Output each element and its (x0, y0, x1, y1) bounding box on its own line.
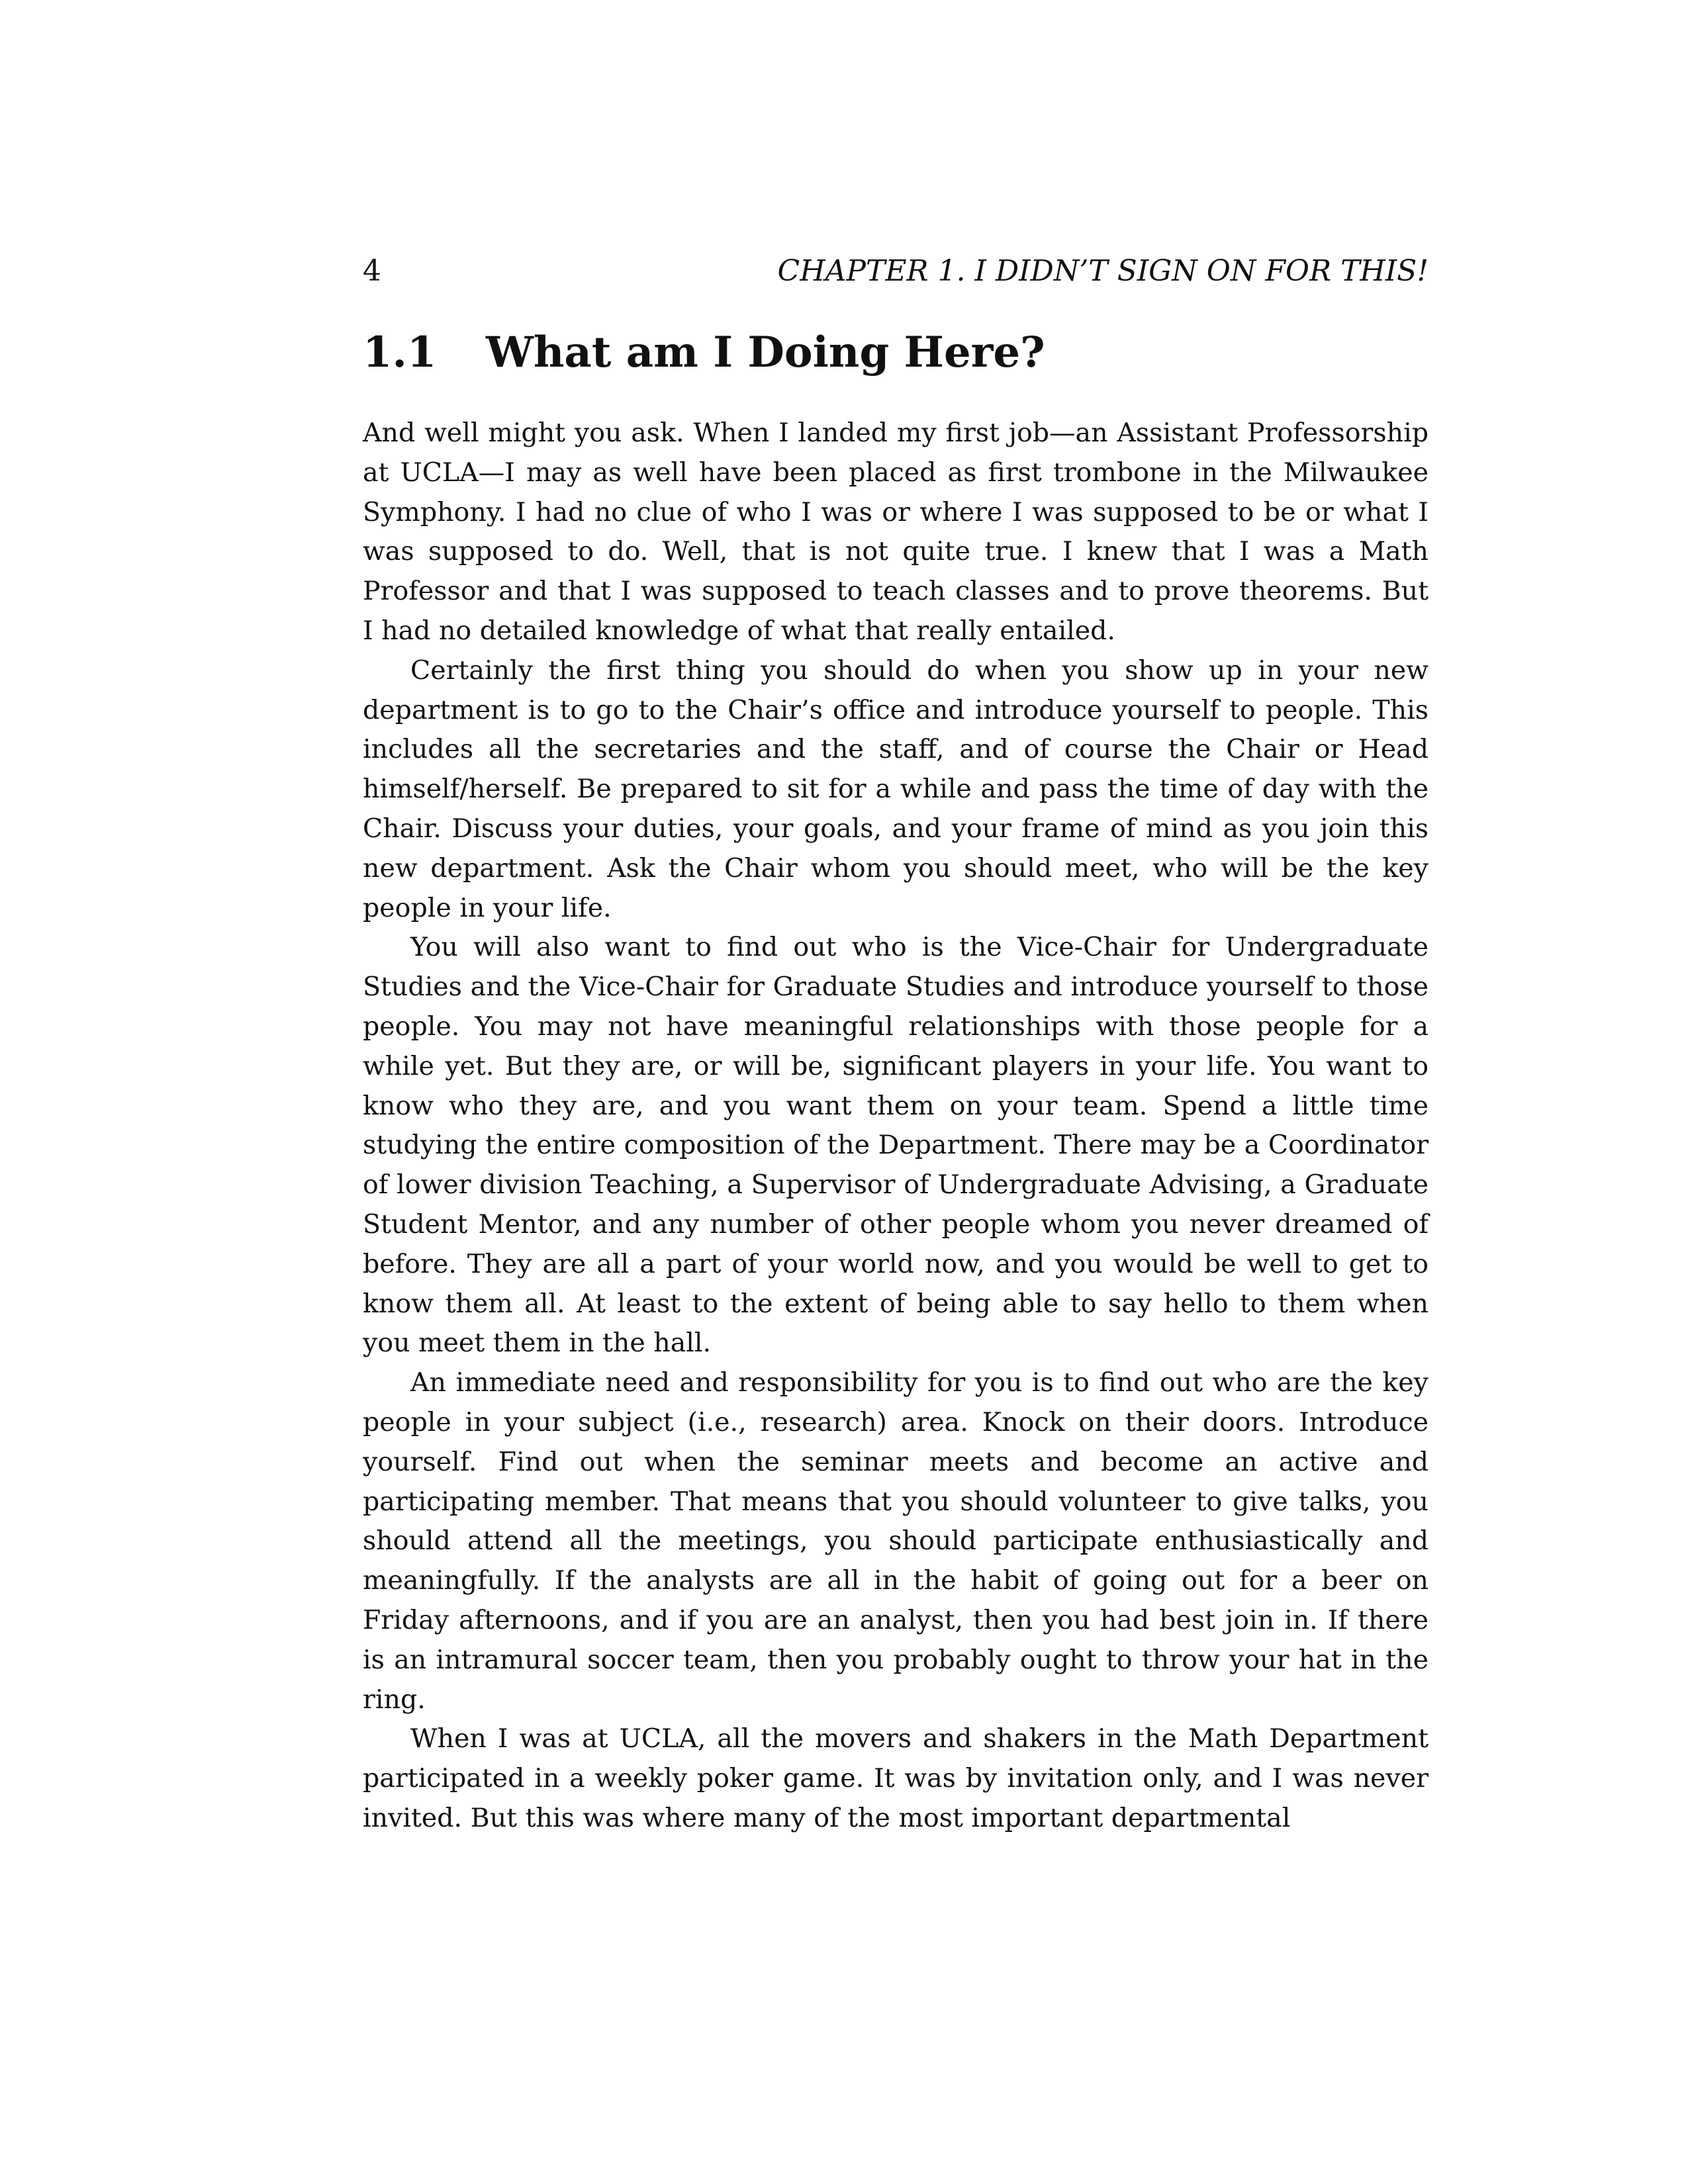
body-text (363, 414, 1429, 1839)
paragraph-4: An immediate need and responsibility for you is to find out who are the key people in your subject (i.e., research) area. Knock on their doors. Introduce yourself. Find out when the seminar meets and become an active and participating member. That means that you should volunteer to give talks, you should attend all the meetings, you should participate enthusiastically and meaningfully. If the analysts are all in the habit of going out for a beer on Friday afternoons, and if you are an analyst, then you had best join in. If there is an intramural soccer team, then you probably ought to throw your hat in the ring. (363, 1367, 1429, 1715)
running-head (363, 251, 1429, 291)
section-number: 1.1 (363, 328, 437, 377)
chapter-header: CHAPTER 1. I DIDN’T SIGN ON FOR THIS! (777, 254, 1429, 288)
paragraph-3: You will also want to find out who is the Vice-Chair for Undergraduate Studies and the Vice-Chair for Graduate Studies and introduce yourself to those people. You may not have meaningful relationships with those people for a while yet. But they are, or will be, significant players in your life. You want to know who they are, and you want them on your team. Spend a little time studying the entire composition of the Department. There may be a Coordinator of lower division Teaching, a Supervisor of Undergraduate Advising, a Graduate Student Mentor, and any number of other people whom you never dreamed of before. They are all a part of your world now, and you would be well to get to know them all. At least to the extent of being able to say hello to them when you meet them in the hall. (363, 932, 1429, 1359)
paragraph-2: Certainly the first thing you should do when you show up in your new department is to go to the Chair’s office and introduce yourself to people. This includes all the secretaries and the staff, and of course the Chair or Head himself/herself. Be prepared to sit for a while and pass the time of day with the Chair. Discuss your duties, your goals, and your frame of mind as you join this new department. Ask the Chair whom you should meet, who will be the key people in your life. (363, 655, 1429, 923)
section-heading (363, 323, 1429, 383)
section-title: What am I Doing Here? (486, 328, 1045, 377)
paragraph-5: When I was at UCLA, all the movers and shakers in the Math Department participated in a weekly poker game. It was by invitation only, and I was never invited. But this was where many of the most important departmental (363, 1723, 1429, 1833)
page-number: 4 (363, 254, 381, 288)
paragraph-1: And well might you ask. When I landed my first job—an Assistant Professorship at UCLA—I may as well have been placed as first trombone in the Milwaukee Symphony. I had no clue of who I was or where I was supposed to be or what I was supposed to do. Well, that is not quite true. I knew that I was a Math Professor and that I was supposed to teach classes and to prove theorems. But I had no detailed knowledge of what that really entailed. (363, 418, 1429, 646)
